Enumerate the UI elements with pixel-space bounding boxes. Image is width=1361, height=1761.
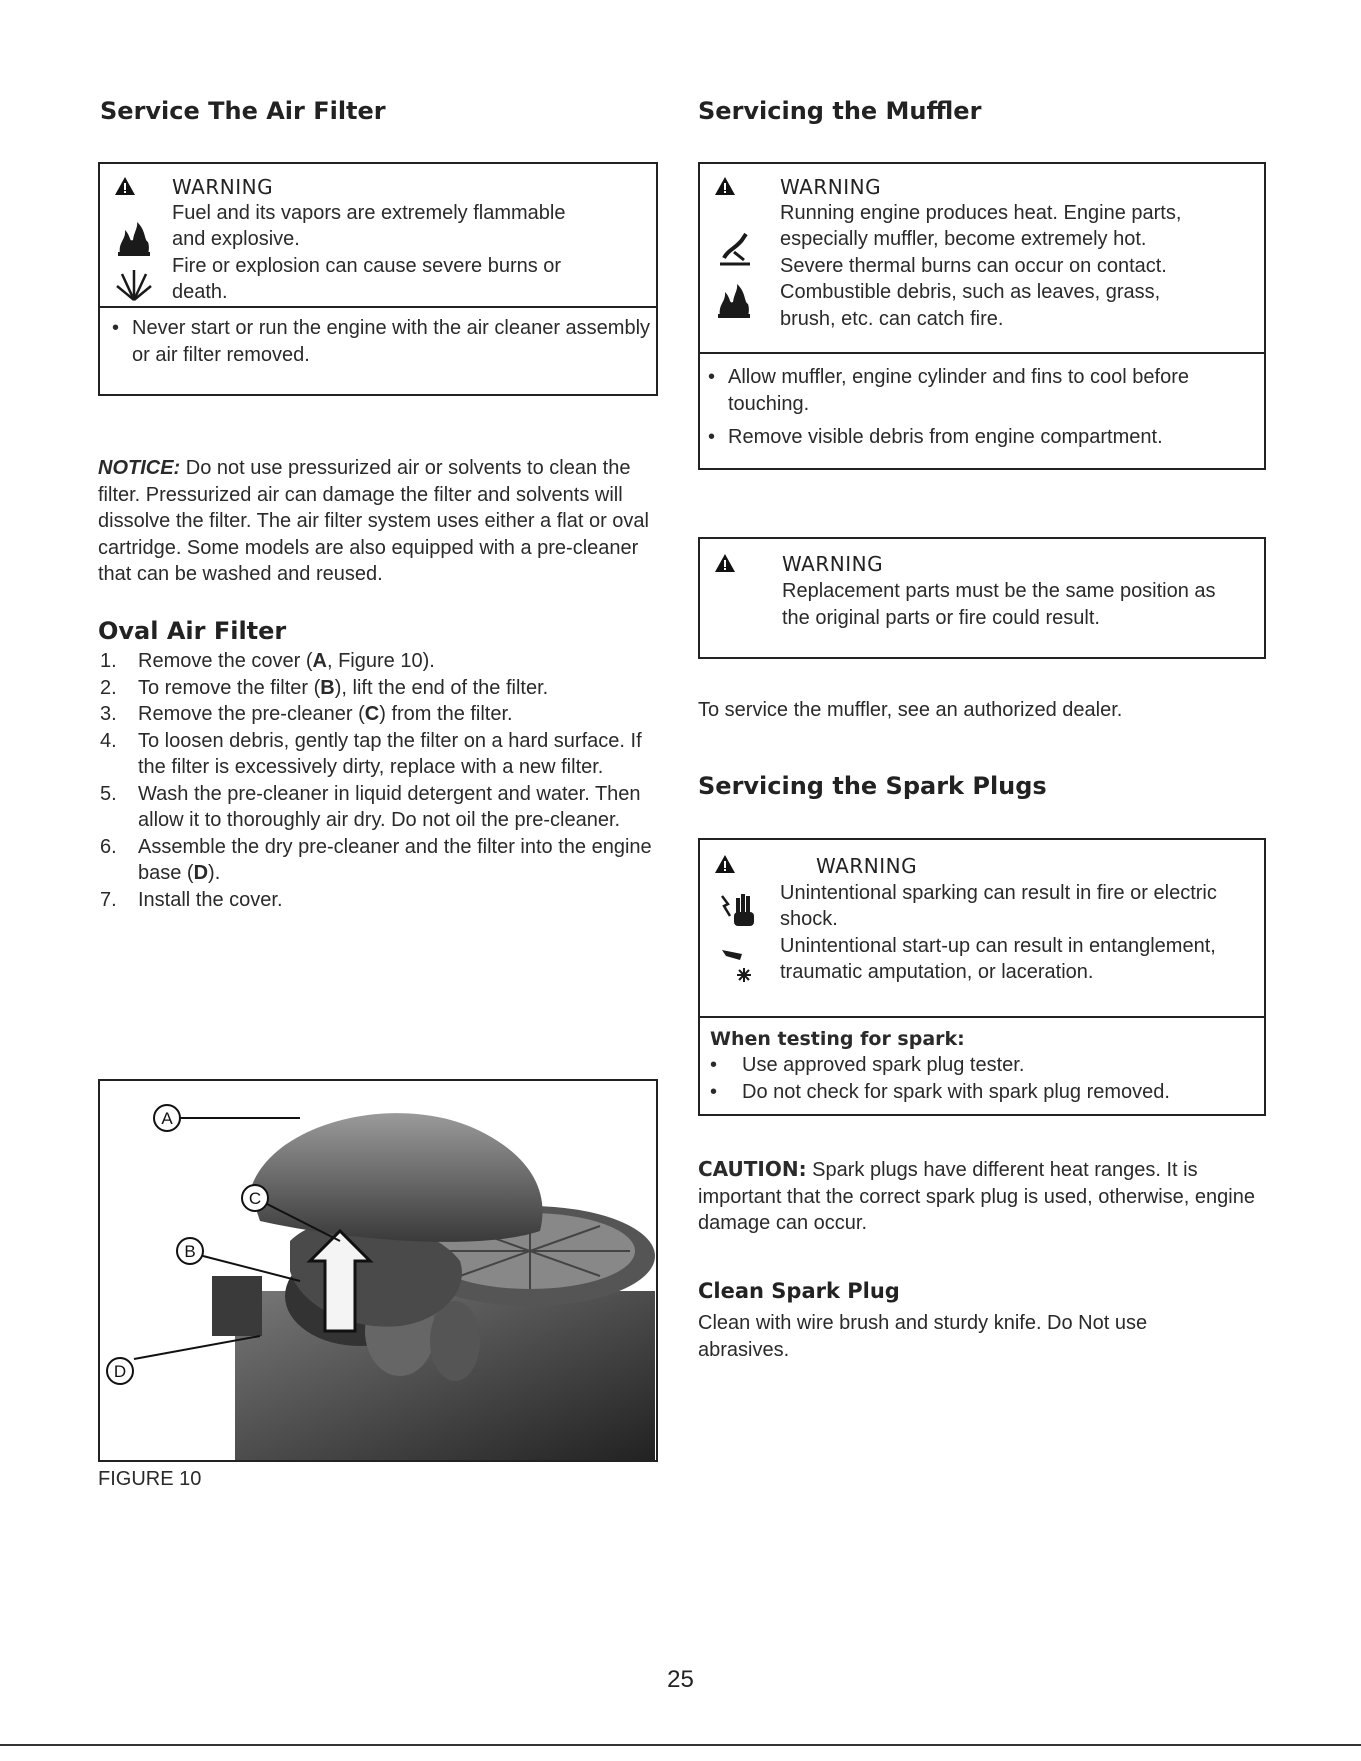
testing-subheading: When testing for spark: [710,1028,965,1050]
air-filter-title: Service The Air Filter [100,97,386,125]
warning-heading: WARNING [782,552,884,576]
clean-spark-plug-text: Clean with wire brush and sturdy knife. Do Not use abrasives. [698,1312,1148,1361]
step-6: 6. Assemble the dry pre-cleaner and the filter into the engine base (D). [100,835,652,884]
fire-icon [714,280,754,320]
notice-paragraph [98,455,664,588]
warning-line-4: traumatic amputation, or laceration. [780,961,1094,983]
caution-text: Spark plugs have different heat ranges. It is important that the correct spark plug is used, otherwise, engine damage can occur. [698,1159,1255,1234]
electric-shock-icon [718,890,758,930]
figure-10-image [98,1079,658,1462]
warning-line-1: Running engine produces heat. Engine parts, [780,202,1182,224]
step-1: 1. Remove the cover (A, Figure 10). [100,650,435,672]
step-7: 7. Install the cover. [100,888,283,911]
alert-triangle-icon [714,176,736,196]
warning-line-2: shock. [780,908,838,930]
warning-line-1: Unintentional sparking can result in fire or electric [780,882,1217,904]
oval-filter-steps [98,648,658,913]
muffler-bullet-box [698,352,1266,470]
spark-testing-box [698,1016,1266,1116]
caution-label: CAUTION: [698,1157,807,1181]
warning-heading: WARNING [780,175,882,199]
notice-text: Do not use pressurized air or solvents to clean the filter. Pressurized air can damage the filter and solvents will dissolve the filter. The air filter system uses either a flat or oval cartridge. Some models are also equipped with a pre-cleaner that can be washed and reused. [98,457,649,585]
footer-divider [0,1744,1361,1746]
warning-line-5: brush, etc. can catch fire. [780,308,1004,330]
amputation-icon [718,944,758,984]
notice-label: NOTICE: [98,457,181,479]
bullet-item: • Use approved spark plug tester. [710,1054,1025,1076]
warning-heading: WARNING [172,175,274,199]
muffler-service-text: To service the muffler, see an authorized dealer. [698,699,1123,721]
warning-line-2: especially muffler, become extremely hot. [780,228,1147,250]
parts-warning-box [698,537,1266,659]
bullet-item: • Remove visible debris from engine compartment. [708,426,1163,448]
fuel-warning-bullet-box [98,306,658,396]
warning-line-2: the original parts or fire could result. [782,607,1100,629]
bullet-text: Never start or run the engine with the air cleaner assembly or air filter removed. [132,317,651,366]
warning-heading: WARNING [816,854,918,878]
bullet-item: • Do not check for spark with spark plug removed. [710,1081,1170,1103]
spark-plugs-title: Servicing the Spark Plugs [698,772,1047,800]
step-2: 2. To remove the filter (B), lift the end of the filter. [100,676,549,699]
warning-line-4: death. [172,281,228,303]
clean-spark-plug-title: Clean Spark Plug [698,1279,900,1303]
callout-label-d: D [113,1362,127,1381]
explosion-icon [114,264,154,304]
spark-warning-box [698,838,1266,1018]
page-number: 25 [667,1666,694,1693]
engine-illustration [100,1081,656,1460]
warning-line-4: Combustible debris, such as leaves, grass, [780,281,1161,303]
callout-label-b: B [184,1242,196,1261]
alert-triangle-icon [714,553,736,573]
warning-line-2: and explosive. [172,228,300,250]
muffler-warning-box [698,162,1266,354]
fire-icon [114,218,154,258]
warning-line-3: Severe thermal burns can occur on contact. [780,255,1167,277]
step-3: 3. Remove the pre-cleaner (C) from the filter. [100,703,513,725]
alert-triangle-icon [714,854,736,874]
bullet-item: • Allow muffler, engine cylinder and fins to cool before touching. [708,366,1190,415]
hot-surface-icon [714,230,754,270]
caution-paragraph [698,1156,1258,1237]
callout-label-c: C [248,1189,262,1208]
step-5: 5. Wash the pre-cleaner in liquid detergent and water. Then allow it to thoroughly air dry. Do not oil the pre-cleaner. [100,782,641,831]
muffler-title: Servicing the Muffler [698,97,982,125]
warning-line-3: Fire or explosion can cause severe burns or [172,255,562,277]
warning-line-1: Fuel and its vapors are extremely flammable [172,202,566,224]
warning-line-1: Replacement parts must be the same position as [782,580,1216,602]
warning-line-3: Unintentional start-up can result in entanglement, [780,935,1216,957]
oval-filter-title: Oval Air Filter [98,617,287,645]
alert-triangle-icon [114,176,136,196]
figure-caption: FIGURE 10 [98,1468,202,1490]
step-4: 4. To loosen debris, gently tap the filter on a hard surface. If the filter is excessively dirty, replace with a new filter. [100,729,642,778]
callout-label-a: A [161,1109,173,1128]
bullet-item: • Never start or run the engine with the air cleaner assembly or air filter removed. [112,317,651,366]
fuel-warning-box [98,162,658,308]
